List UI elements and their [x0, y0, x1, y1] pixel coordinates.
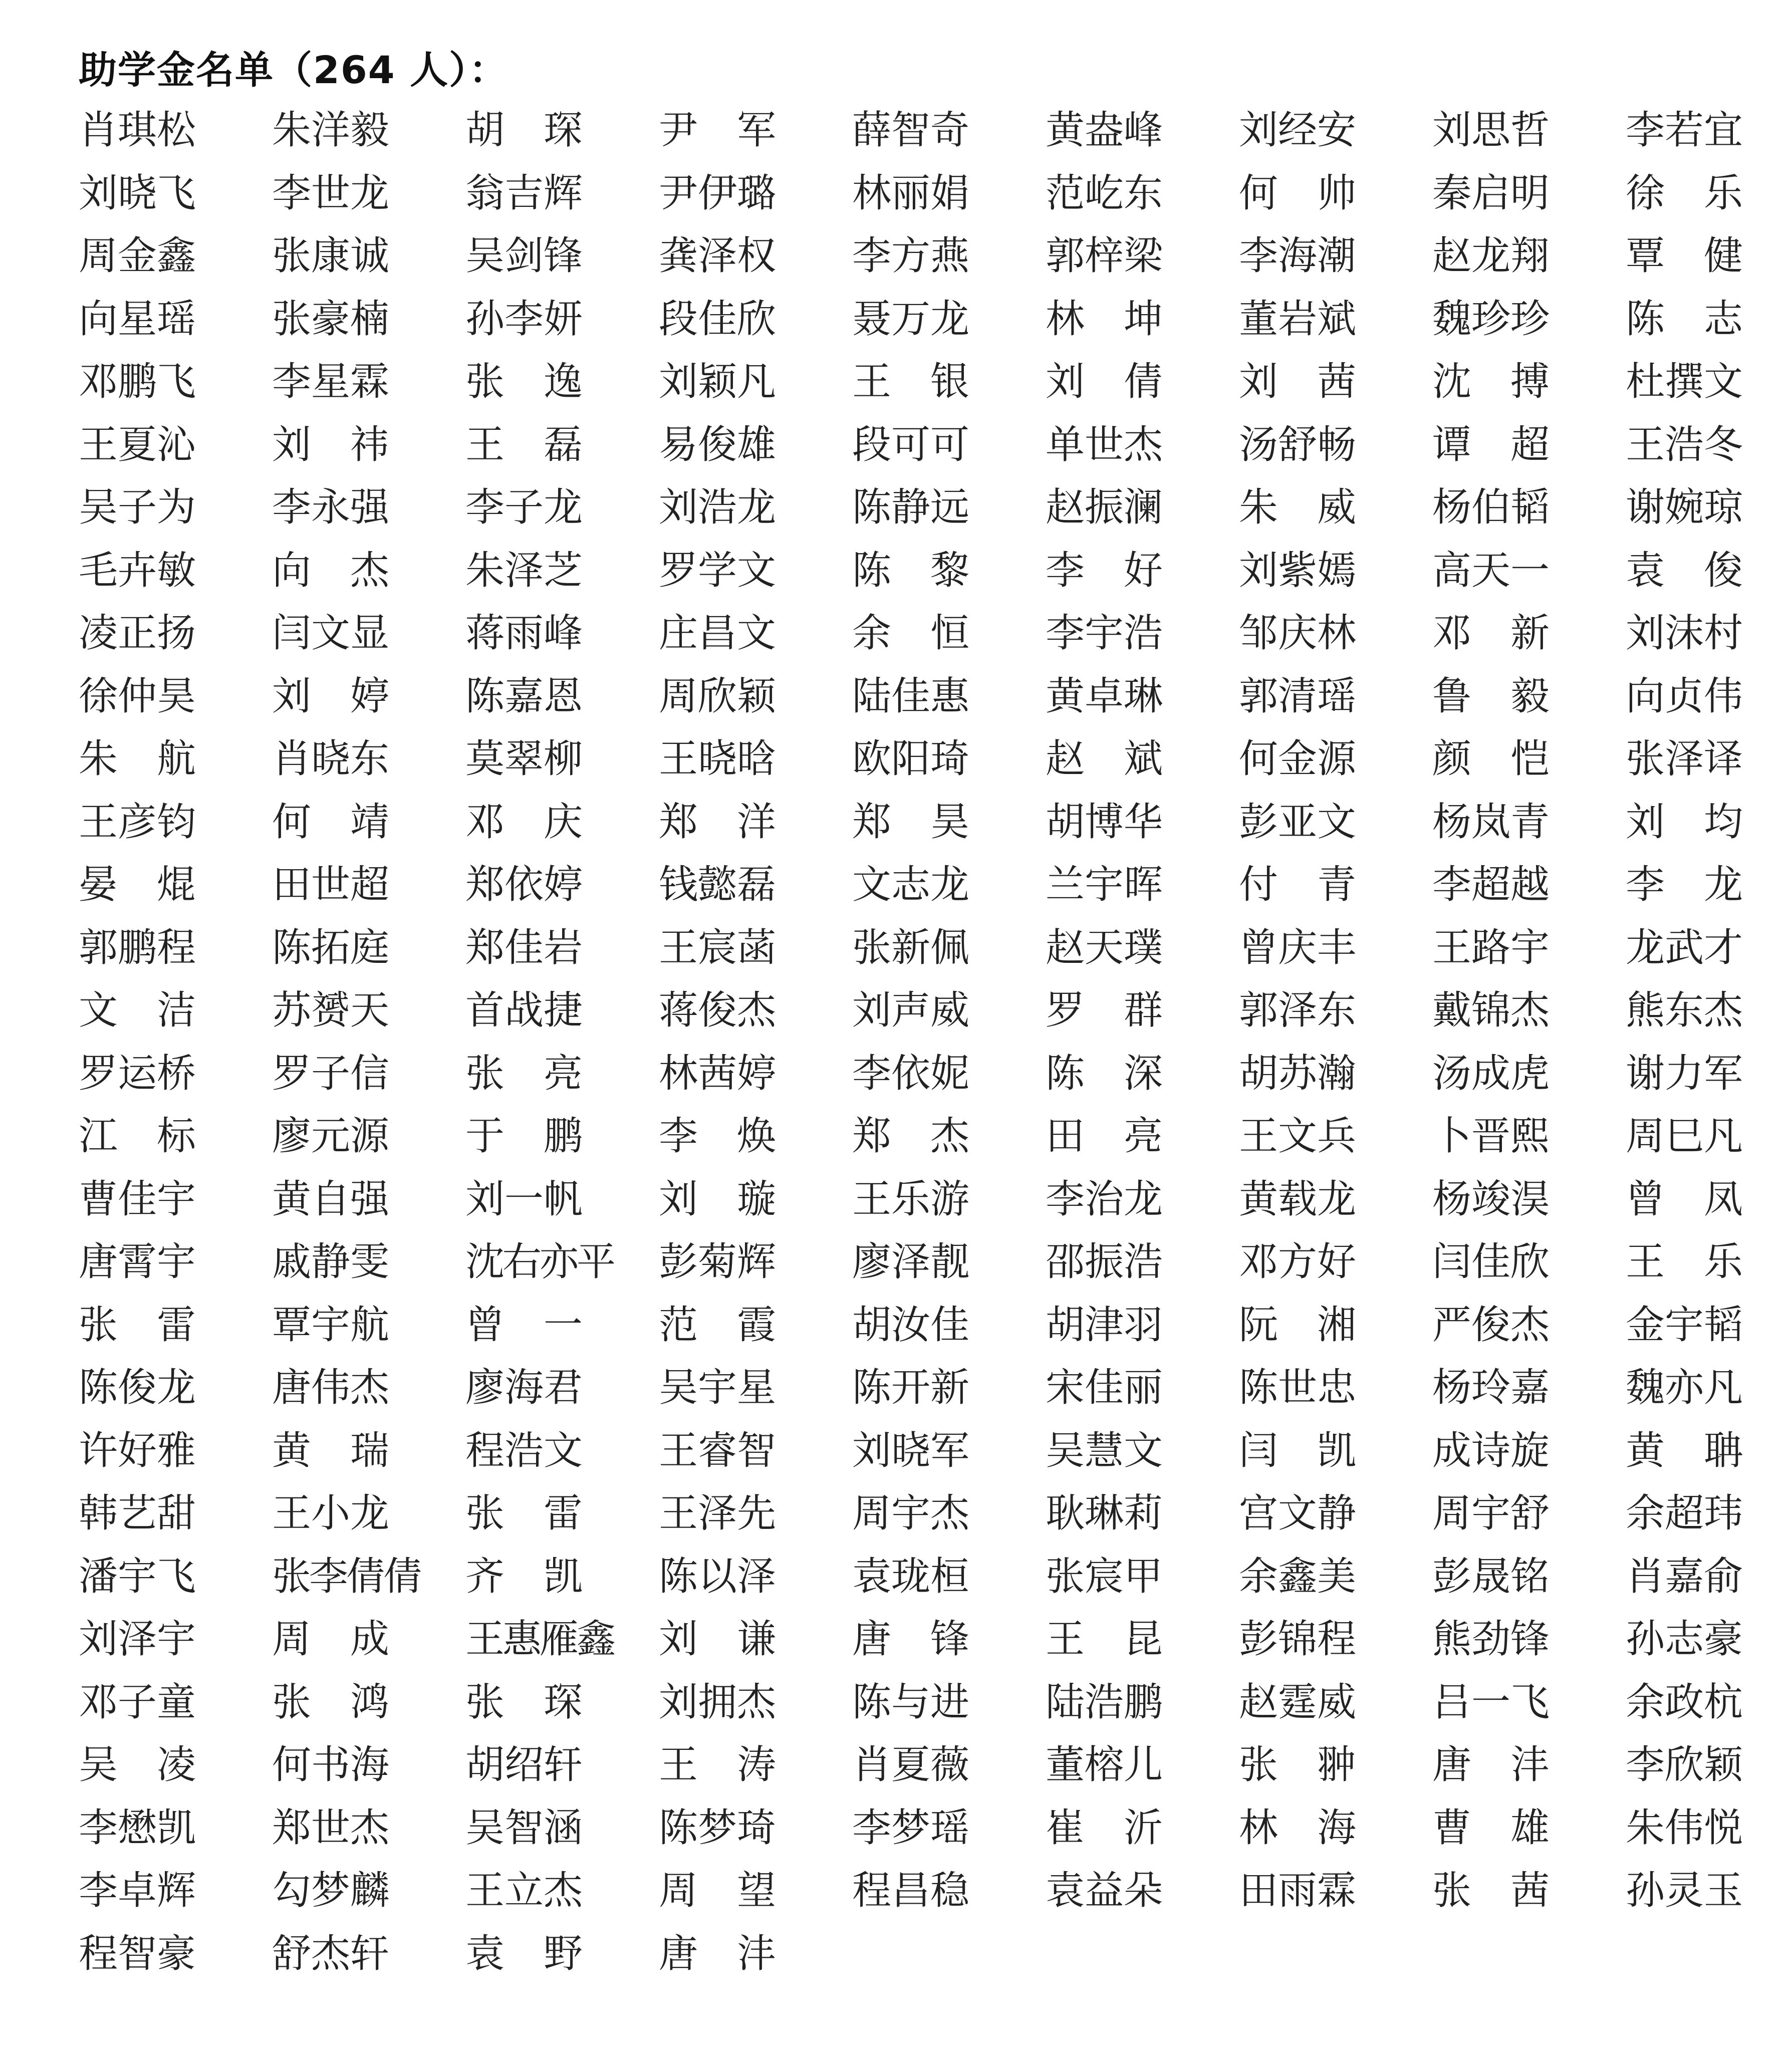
name-cell: 邹庆林 — [1239, 611, 1357, 656]
name-cell: 曾庆丰 — [1239, 925, 1357, 970]
name-cell: 谢力军 — [1626, 1051, 1743, 1096]
name-cell: 李宇浩 — [1046, 611, 1163, 656]
name-cell: 李方燕 — [852, 233, 970, 279]
name-cell: 肖夏薇 — [852, 1742, 970, 1787]
name-cell: 张 茜 — [1432, 1868, 1550, 1913]
name-cell: 蒋雨峰 — [465, 611, 583, 656]
name-cell: 文志龙 — [852, 862, 970, 907]
name-cell: 孙志豪 — [1626, 1617, 1743, 1662]
name-cell: 张宸甲 — [1046, 1554, 1163, 1599]
name-cell: 熊劲锋 — [1432, 1617, 1550, 1662]
name-cell: 林 海 — [1239, 1805, 1357, 1851]
name-cell: 刘 谦 — [659, 1617, 777, 1662]
name-cell: 胡津羽 — [1046, 1302, 1163, 1348]
name-cell: 吴 凌 — [79, 1742, 196, 1787]
name-cell: 王彦钧 — [79, 799, 196, 845]
name-cell: 王 乐 — [1626, 1239, 1743, 1284]
name-cell: 吴智涵 — [465, 1805, 583, 1851]
name-cell: 覃 健 — [1626, 233, 1743, 279]
name-cell: 王晓晗 — [659, 736, 777, 782]
name-cell: 李若宜 — [1626, 108, 1743, 153]
name-cell: 范 霞 — [659, 1302, 777, 1348]
name-cell: 王小龙 — [272, 1491, 390, 1536]
name-cell: 张泽译 — [1626, 736, 1743, 782]
name-cell: 袁 俊 — [1626, 548, 1743, 593]
name-cell: 罗运桥 — [79, 1051, 196, 1096]
name-cell: 首战捷 — [465, 988, 583, 1033]
name-cell: 吴子为 — [79, 485, 196, 530]
name-cell: 周巳凡 — [1626, 1114, 1743, 1159]
name-cell: 张 亮 — [465, 1051, 583, 1096]
name-cell: 李 焕 — [659, 1114, 777, 1159]
name-cell: 唐伟杰 — [272, 1365, 390, 1410]
name-cell: 陈俊龙 — [79, 1365, 196, 1410]
name-cell: 易俊雄 — [659, 422, 777, 467]
name-cell: 兰宇晖 — [1046, 862, 1163, 907]
name-cell: 王泽先 — [659, 1491, 777, 1536]
name-cell: 刘声威 — [852, 988, 970, 1033]
name-cell: 龚泽权 — [659, 233, 777, 279]
name-cell: 陈嘉恩 — [465, 673, 583, 719]
name-cell: 郑佳岩 — [465, 925, 583, 970]
name-cell: 钱懿磊 — [659, 862, 777, 907]
name-cell: 程智豪 — [79, 1931, 196, 1976]
name-cell: 龙武才 — [1626, 925, 1743, 970]
name-cell: 何 帅 — [1239, 170, 1357, 216]
name-cell: 彭晟铭 — [1432, 1554, 1550, 1599]
name-cell: 余鑫美 — [1239, 1554, 1357, 1599]
name-cell: 文 洁 — [79, 988, 196, 1033]
name-cell: 陈与进 — [852, 1679, 970, 1725]
name-cell: 周金鑫 — [79, 233, 196, 279]
name-cell: 陈开新 — [852, 1365, 970, 1410]
name-cell: 吕一飞 — [1432, 1679, 1550, 1725]
name-cell: 李懋凯 — [79, 1805, 196, 1851]
name-cell: 周欣颖 — [659, 673, 777, 719]
name-cell: 郭梓梁 — [1046, 233, 1163, 279]
name-cell: 邓 新 — [1432, 611, 1550, 656]
name-cell: 刘晓军 — [852, 1428, 970, 1473]
name-cell: 王 昆 — [1046, 1617, 1163, 1662]
name-cell: 王 银 — [852, 359, 970, 404]
name-cell: 刘 茜 — [1239, 359, 1357, 404]
name-cell: 宫文静 — [1239, 1491, 1357, 1536]
name-cell: 郑 杰 — [852, 1114, 970, 1159]
name-cell: 戚静雯 — [272, 1239, 390, 1284]
name-cell: 金宇韬 — [1626, 1302, 1743, 1348]
name-cell: 江 标 — [79, 1114, 196, 1159]
name-cell: 李子龙 — [465, 485, 583, 530]
name-cell: 杨伯韬 — [1432, 485, 1550, 530]
name-cell: 刘 倩 — [1046, 359, 1163, 404]
name-cell: 余政杭 — [1626, 1679, 1743, 1725]
name-cell: 于 鹏 — [465, 1114, 583, 1159]
name-cell: 魏亦凡 — [1626, 1365, 1743, 1410]
name-cell: 胡苏瀚 — [1239, 1051, 1357, 1096]
name-cell: 徐 乐 — [1626, 170, 1743, 216]
name-cell: 黄卓琳 — [1046, 673, 1163, 719]
name-cell: 肖琪松 — [79, 108, 196, 153]
name-cell: 胡绍轩 — [465, 1742, 583, 1787]
name-cell: 庄昌文 — [659, 611, 777, 656]
name-cell: 蒋俊杰 — [659, 988, 777, 1033]
name-cell: 刘泽宇 — [79, 1617, 196, 1662]
name-cell: 王浩冬 — [1626, 422, 1743, 467]
name-cell: 向星瑶 — [79, 296, 196, 342]
name-cell: 郭泽东 — [1239, 988, 1357, 1033]
name-cell: 张 鸿 — [272, 1679, 390, 1725]
name-cell: 张豪楠 — [272, 296, 390, 342]
name-cell: 朱 威 — [1239, 485, 1357, 530]
name-cell: 张 雷 — [79, 1302, 196, 1348]
name-cell: 肖嘉俞 — [1626, 1554, 1743, 1599]
name-cell: 杨玲嘉 — [1432, 1365, 1550, 1410]
name-cell: 潘宇飞 — [79, 1554, 196, 1599]
name-cell: 刘颖凡 — [659, 359, 777, 404]
name-cell: 张 逸 — [465, 359, 583, 404]
name-cell: 崔 沂 — [1046, 1805, 1163, 1851]
name-cell: 严俊杰 — [1432, 1302, 1550, 1348]
name-cell: 陈 黎 — [852, 548, 970, 593]
name-cell: 李 龙 — [1626, 862, 1743, 907]
name-cell: 曹佳宇 — [79, 1176, 196, 1222]
name-cell: 吴宇星 — [659, 1365, 777, 1410]
name-cell: 杨岚青 — [1432, 799, 1550, 845]
name-cell: 胡汝佳 — [852, 1302, 970, 1348]
name-cell: 谭 超 — [1432, 422, 1550, 467]
name-cell: 阮 湘 — [1239, 1302, 1357, 1348]
name-cell: 唐 锋 — [852, 1617, 970, 1662]
name-cell: 戴锦杰 — [1432, 988, 1550, 1033]
name-cell: 孙李妍 — [465, 296, 583, 342]
name-cell: 罗子信 — [272, 1051, 390, 1096]
name-cell: 陈静远 — [852, 485, 970, 530]
name-cell: 熊东杰 — [1626, 988, 1743, 1033]
name-cell: 田 亮 — [1046, 1114, 1163, 1159]
name-cell: 周宇杰 — [852, 1491, 970, 1536]
name-cell: 廖元源 — [272, 1114, 390, 1159]
name-cell: 向贞伟 — [1626, 673, 1743, 719]
name-cell: 沈右亦平 — [465, 1239, 614, 1284]
name-cell: 李世龙 — [272, 170, 390, 216]
name-cell: 黄 瑞 — [272, 1428, 390, 1473]
name-cell: 曹 雄 — [1432, 1805, 1550, 1851]
name-cell: 陈梦琦 — [659, 1805, 777, 1851]
name-cell: 郑世杰 — [272, 1805, 390, 1851]
name-cell: 王惠雁鑫 — [465, 1617, 614, 1662]
name-cell: 杨竣淏 — [1432, 1176, 1550, 1222]
name-cell: 周宇舒 — [1432, 1491, 1550, 1536]
name-cell: 吴慧文 — [1046, 1428, 1163, 1473]
name-cell: 闫文显 — [272, 611, 390, 656]
name-cell: 高天一 — [1432, 548, 1550, 593]
name-cell: 张 琛 — [465, 1679, 583, 1725]
name-cell: 赵天璞 — [1046, 925, 1163, 970]
name-cell: 鲁 毅 — [1432, 673, 1550, 719]
name-cell: 李永强 — [272, 485, 390, 530]
name-cell: 朱泽芝 — [465, 548, 583, 593]
name-cell: 胡博华 — [1046, 799, 1163, 845]
name-cell: 曾 凤 — [1626, 1176, 1743, 1222]
name-cell: 刘思哲 — [1432, 108, 1550, 153]
name-cell: 耿琳莉 — [1046, 1491, 1163, 1536]
name-cell: 聂万龙 — [852, 296, 970, 342]
name-cell: 徐仲昊 — [79, 673, 196, 719]
name-cell: 刘晓飞 — [79, 170, 196, 216]
name-cell: 王 涛 — [659, 1742, 777, 1787]
name-cell: 刘紫嫣 — [1239, 548, 1357, 593]
name-cell: 刘经安 — [1239, 108, 1357, 153]
name-cell: 郭鹏程 — [79, 925, 196, 970]
name-cell: 刘 婷 — [272, 673, 390, 719]
name-cell: 李超越 — [1432, 862, 1550, 907]
name-cell: 田雨霖 — [1239, 1868, 1357, 1913]
name-cell: 周 望 — [659, 1868, 777, 1913]
name-cell: 李欣颖 — [1626, 1742, 1743, 1787]
name-cell: 廖泽靓 — [852, 1239, 970, 1284]
name-cell: 张新佩 — [852, 925, 970, 970]
name-cell: 陈 深 — [1046, 1051, 1163, 1096]
name-cell: 付 青 — [1239, 862, 1357, 907]
name-cell: 陆浩鹏 — [1046, 1679, 1163, 1725]
name-cell: 刘浩龙 — [659, 485, 777, 530]
name-cell: 欧阳琦 — [852, 736, 970, 782]
name-cell: 林丽娟 — [852, 170, 970, 216]
name-cell: 韩艺甜 — [79, 1491, 196, 1536]
name-cell: 袁 野 — [465, 1931, 583, 1976]
name-cell: 罗 群 — [1046, 988, 1163, 1033]
name-cell: 吴剑锋 — [465, 233, 583, 279]
name-cell: 王 磊 — [465, 422, 583, 467]
name-cell: 谢婉琼 — [1626, 485, 1743, 530]
name-cell: 邵振浩 — [1046, 1239, 1163, 1284]
name-cell: 彭锦程 — [1239, 1617, 1357, 1662]
name-cell: 汤成虎 — [1432, 1051, 1550, 1096]
name-cell: 陈世忠 — [1239, 1365, 1357, 1410]
name-cell: 林茜婷 — [659, 1051, 777, 1096]
name-cell: 宋佳丽 — [1046, 1365, 1163, 1410]
name-cell: 李治龙 — [1046, 1176, 1163, 1222]
name-cell: 赵霆威 — [1239, 1679, 1357, 1725]
name-cell: 曾 一 — [465, 1302, 583, 1348]
name-cell: 王宸菡 — [659, 925, 777, 970]
name-cell: 张 雷 — [465, 1491, 583, 1536]
name-cell: 薛智奇 — [852, 108, 970, 153]
name-cell: 许好雅 — [79, 1428, 196, 1473]
name-cell: 凌正扬 — [79, 611, 196, 656]
name-cell: 李海潮 — [1239, 233, 1357, 279]
name-cell: 勾梦麟 — [272, 1868, 390, 1913]
name-cell: 刘沫村 — [1626, 611, 1743, 656]
name-cell: 廖海君 — [465, 1365, 583, 1410]
name-cell: 刘 均 — [1626, 799, 1743, 845]
name-cell: 毛卉敏 — [79, 548, 196, 593]
name-grid — [79, 99, 1752, 1985]
name-cell: 余超玮 — [1626, 1491, 1743, 1536]
name-cell: 何书海 — [272, 1742, 390, 1787]
name-cell: 董榕儿 — [1046, 1742, 1163, 1787]
name-cell: 尹伊璐 — [659, 170, 777, 216]
name-cell: 刘拥杰 — [659, 1679, 777, 1725]
name-cell: 成诗旋 — [1432, 1428, 1550, 1473]
name-cell: 肖晓东 — [272, 736, 390, 782]
name-cell: 邓 庆 — [465, 799, 583, 845]
name-cell: 王立杰 — [465, 1868, 583, 1913]
name-cell: 段可可 — [852, 422, 970, 467]
name-cell: 郑依婷 — [465, 862, 583, 907]
name-cell: 王乐游 — [852, 1176, 970, 1222]
name-cell: 刘 璇 — [659, 1176, 777, 1222]
name-cell: 何 靖 — [272, 799, 390, 845]
name-cell: 秦启明 — [1432, 170, 1550, 216]
name-cell: 李依妮 — [852, 1051, 970, 1096]
name-cell: 郭清瑶 — [1239, 673, 1357, 719]
name-cell: 王夏沁 — [79, 422, 196, 467]
name-cell: 刘 祎 — [272, 422, 390, 467]
name-cell: 林 坤 — [1046, 296, 1163, 342]
name-cell: 覃宇航 — [272, 1302, 390, 1348]
name-cell: 李梦瑶 — [852, 1805, 970, 1851]
name-cell: 翁吉辉 — [465, 170, 583, 216]
name-cell: 张 翀 — [1239, 1742, 1357, 1787]
name-cell: 周 成 — [272, 1617, 390, 1662]
name-cell: 孙灵玉 — [1626, 1868, 1743, 1913]
name-cell: 唐 沣 — [1432, 1742, 1550, 1787]
name-cell: 王睿智 — [659, 1428, 777, 1473]
name-cell: 彭菊辉 — [659, 1239, 777, 1284]
name-cell: 刘一帆 — [465, 1176, 583, 1222]
name-cell: 唐霄宇 — [79, 1239, 196, 1284]
name-cell: 邓方好 — [1239, 1239, 1357, 1284]
name-cell: 黄载龙 — [1239, 1176, 1357, 1222]
name-cell: 赵 斌 — [1046, 736, 1163, 782]
name-cell: 颜 恺 — [1432, 736, 1550, 782]
name-cell: 袁益朵 — [1046, 1868, 1163, 1913]
name-cell: 邓子童 — [79, 1679, 196, 1725]
name-cell: 卜晋熙 — [1432, 1114, 1550, 1159]
name-cell: 王文兵 — [1239, 1114, 1357, 1159]
name-cell: 范屹东 — [1046, 170, 1163, 216]
name-cell: 黄自强 — [272, 1176, 390, 1222]
name-cell: 陈以泽 — [659, 1554, 777, 1599]
name-cell: 朱洋毅 — [272, 108, 390, 153]
name-cell: 陆佳惠 — [852, 673, 970, 719]
name-cell: 陈 志 — [1626, 296, 1743, 342]
name-cell: 赵龙翔 — [1432, 233, 1550, 279]
list-title: 助学金名单（264 人）： — [79, 48, 508, 92]
name-cell: 尹 军 — [659, 108, 777, 153]
name-cell: 陈拓庭 — [272, 925, 390, 970]
name-cell: 汤舒畅 — [1239, 422, 1357, 467]
name-cell: 魏珍珍 — [1432, 296, 1550, 342]
name-cell: 程浩文 — [465, 1428, 583, 1473]
name-cell: 李星霖 — [272, 359, 390, 404]
name-cell: 齐 凯 — [465, 1554, 583, 1599]
name-cell: 苏赟天 — [272, 988, 390, 1033]
name-cell: 黄 聃 — [1626, 1428, 1743, 1473]
name-cell: 郑 昊 — [852, 799, 970, 845]
name-cell: 唐 沣 — [659, 1931, 777, 1976]
name-cell: 黄盎峰 — [1046, 108, 1163, 153]
name-cell: 赵振澜 — [1046, 485, 1163, 530]
name-cell: 张康诚 — [272, 233, 390, 279]
name-cell: 沈 搏 — [1432, 359, 1550, 404]
name-cell: 莫翠柳 — [465, 736, 583, 782]
name-cell: 彭亚文 — [1239, 799, 1357, 845]
name-cell: 董岩斌 — [1239, 296, 1357, 342]
name-cell: 王路宇 — [1432, 925, 1550, 970]
name-cell: 胡 琛 — [465, 108, 583, 153]
name-cell: 杜撰文 — [1626, 359, 1743, 404]
name-cell: 向 杰 — [272, 548, 390, 593]
name-cell: 程昌稳 — [852, 1868, 970, 1913]
name-cell: 舒杰轩 — [272, 1931, 390, 1976]
name-cell: 田世超 — [272, 862, 390, 907]
name-cell: 张李倩倩 — [272, 1554, 421, 1599]
name-cell: 单世杰 — [1046, 422, 1163, 467]
name-cell: 朱 航 — [79, 736, 196, 782]
name-cell: 郑 洋 — [659, 799, 777, 845]
name-cell: 李 好 — [1046, 548, 1163, 593]
name-cell: 袁珑桓 — [852, 1554, 970, 1599]
name-cell: 何金源 — [1239, 736, 1357, 782]
name-cell: 朱伟悦 — [1626, 1805, 1743, 1851]
name-cell: 闫佳欣 — [1432, 1239, 1550, 1284]
name-cell: 闫 凯 — [1239, 1428, 1357, 1473]
name-cell: 余 恒 — [852, 611, 970, 656]
name-cell: 晏 焜 — [79, 862, 196, 907]
name-cell: 李卓辉 — [79, 1868, 196, 1913]
name-cell: 段佳欣 — [659, 296, 777, 342]
name-cell: 罗学文 — [659, 548, 777, 593]
name-cell: 邓鹏飞 — [79, 359, 196, 404]
scholarship-list-document — [79, 41, 1752, 1985]
